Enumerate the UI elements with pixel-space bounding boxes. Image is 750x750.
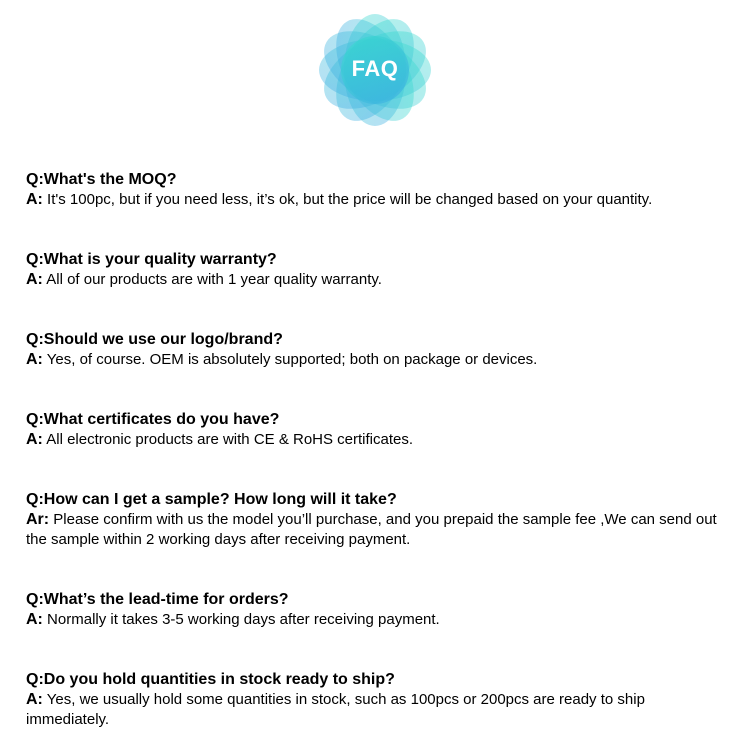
- faq-answer: [26, 350, 726, 370]
- faq-answer: [26, 610, 726, 630]
- faq-item: [26, 170, 726, 210]
- page-title: FAQ: [351, 56, 399, 81]
- faq-item: [26, 410, 726, 450]
- answer-text: All electronic products are with CE & RoHS certificates.: [42, 431, 414, 448]
- faq-answer: [26, 430, 726, 450]
- faq-question: Q:What’s the lead-time for orders?: [26, 591, 289, 608]
- answer-text: Yes, we usually hold some quantities in stock, such as 100pcs or 200pcs are ready to ship immediately.: [26, 691, 645, 728]
- faq-question: Q:What is your quality warranty?: [26, 251, 277, 268]
- faq-question: Q:Do you hold quantities in stock ready to ship?: [26, 671, 395, 688]
- faq-question: Q:How can I get a sample? How long will it take?: [26, 491, 397, 508]
- answer-text: Please confirm with us the model you’ll purchase, and you prepaid the sample fee ,We can send out the sample within 2 working days after receiving payment.: [26, 511, 717, 548]
- faq-item: [26, 250, 726, 290]
- answer-text: All of our products are with 1 year quality warranty.: [42, 271, 382, 288]
- answer-text: Normally it takes 3-5 working days after receiving payment.: [42, 611, 440, 628]
- faq-item: [26, 590, 726, 630]
- faq-item: [26, 670, 726, 730]
- answer-prefix: A:: [26, 271, 43, 288]
- faq-question: Q:What's the MOQ?: [26, 171, 177, 188]
- faq-answer: [26, 190, 726, 210]
- faq-question: Q:What certificates do you have?: [26, 411, 280, 428]
- answer-prefix: Ar:: [26, 511, 50, 528]
- answer-prefix: A:: [26, 191, 43, 208]
- answer-prefix: A:: [26, 431, 43, 448]
- answer-text: It's 100pc, but if you need less, it’s ok, but the price will be changed based on your quantity.: [42, 191, 653, 208]
- answer-prefix: A:: [26, 611, 43, 628]
- faq-answer: [26, 510, 726, 550]
- faq-question: Q:Should we use our logo/brand?: [26, 331, 283, 348]
- answer-prefix: A:: [26, 691, 43, 708]
- faq-item: [26, 490, 726, 550]
- faq-logo: [315, 10, 435, 130]
- faq-answer: [26, 690, 726, 730]
- faq-answer: [26, 270, 726, 290]
- answer-prefix: A:: [26, 351, 43, 368]
- answer-text: Yes, of course. OEM is absolutely supported; both on package or devices.: [42, 351, 538, 368]
- faq-item: [26, 330, 726, 370]
